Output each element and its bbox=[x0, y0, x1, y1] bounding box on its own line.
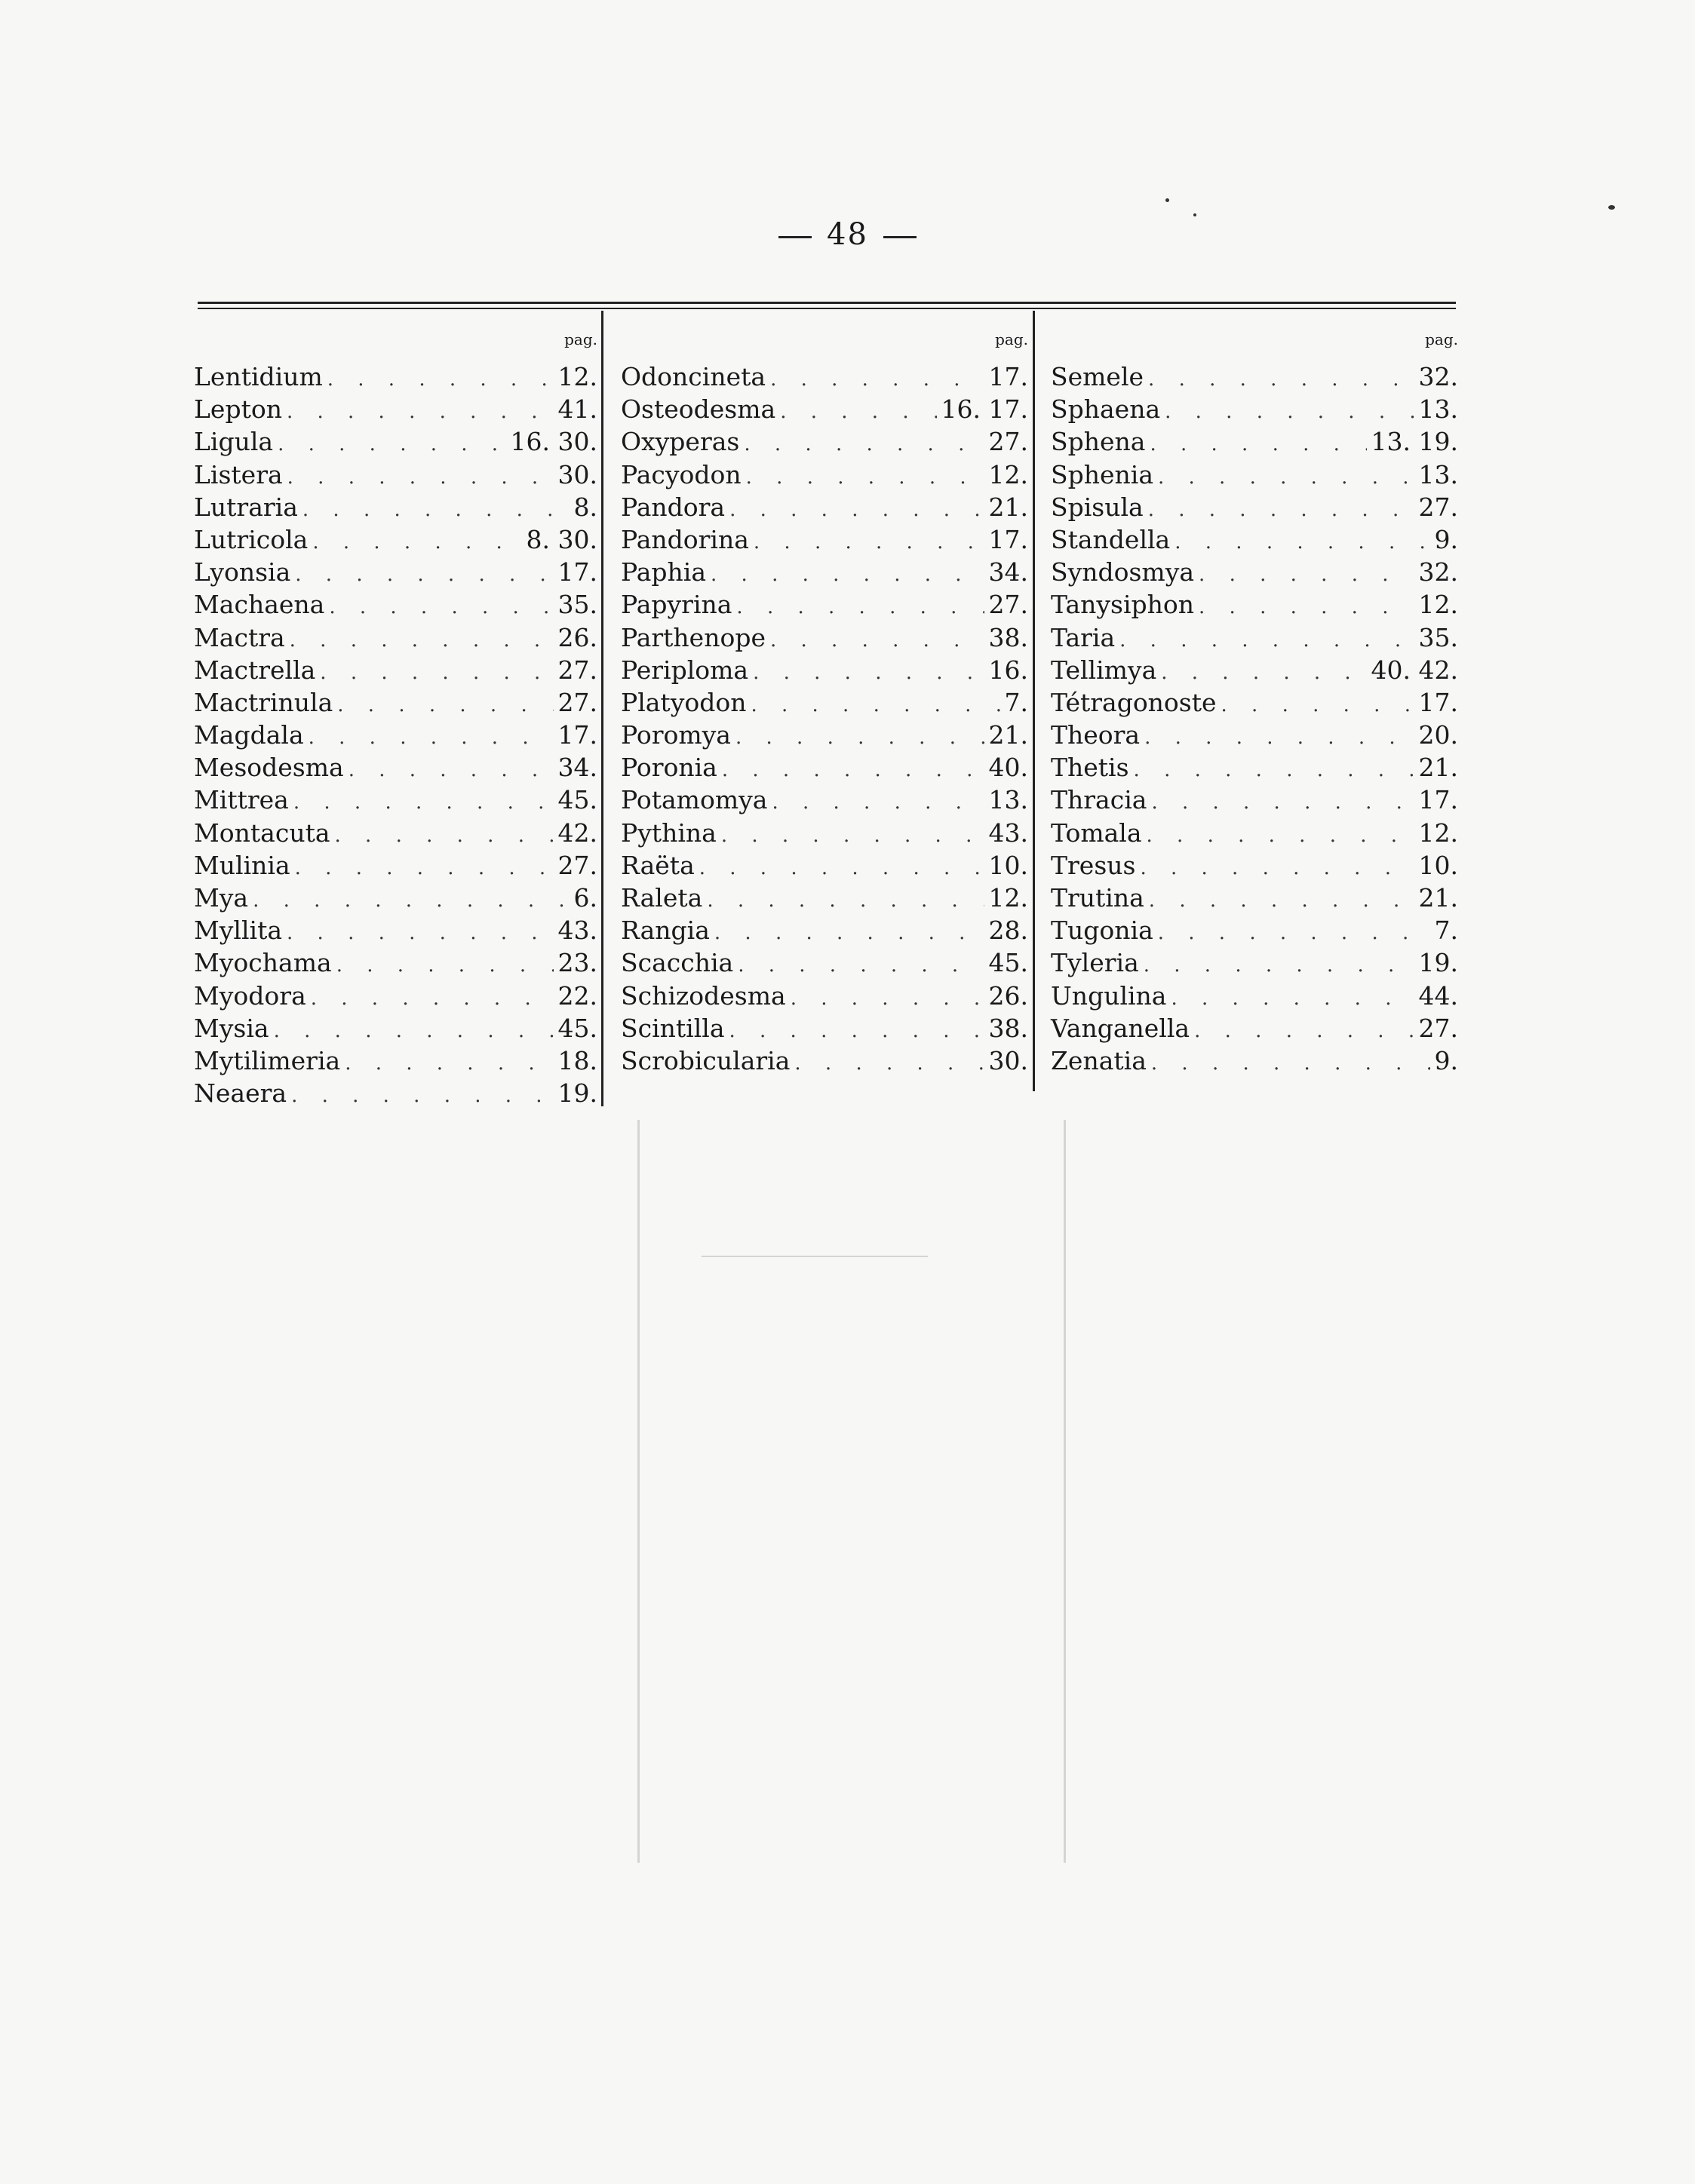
index-entry bbox=[1051, 360, 1458, 393]
dot-leader bbox=[1171, 983, 1414, 1015]
dot-leader bbox=[1165, 396, 1414, 428]
genus-name: Papyrina bbox=[621, 590, 732, 620]
column-divider-1 bbox=[601, 311, 603, 1106]
genus-name: Myochama bbox=[194, 948, 332, 978]
page-reference: 21. bbox=[1418, 883, 1458, 913]
pag-label: pag. bbox=[1425, 330, 1458, 348]
genus-name: Mesodesma bbox=[194, 753, 344, 783]
genus-name: Tugonia bbox=[1051, 916, 1153, 946]
index-entry bbox=[621, 914, 1028, 946]
index-entry bbox=[621, 654, 1028, 686]
dot-leader bbox=[327, 363, 554, 396]
dot-leader bbox=[309, 722, 554, 754]
genus-name: Spisula bbox=[1051, 492, 1144, 522]
page-reference: 26. bbox=[557, 622, 597, 652]
dot-leader bbox=[329, 591, 553, 624]
genus-name: Pandora bbox=[621, 492, 726, 522]
dot-leader bbox=[1140, 852, 1414, 885]
index-entry bbox=[194, 1012, 597, 1044]
genus-name: Scacchia bbox=[621, 948, 734, 978]
page-reference: 17. bbox=[1418, 687, 1458, 717]
page-reference: 34. bbox=[557, 753, 597, 783]
genus-name: Pacyodon bbox=[621, 459, 742, 489]
genus-name: Scintilla bbox=[621, 1013, 725, 1043]
ink-speck bbox=[1193, 213, 1196, 216]
index-entry bbox=[194, 491, 597, 523]
index-entry bbox=[194, 425, 597, 458]
dot-leader bbox=[1148, 363, 1414, 396]
index-entry bbox=[1051, 1044, 1458, 1077]
entry-list bbox=[1051, 360, 1458, 1077]
index-entry bbox=[194, 914, 597, 946]
dot-leader bbox=[714, 917, 984, 949]
dot-leader bbox=[311, 983, 554, 1015]
index-entry bbox=[1051, 556, 1458, 588]
page-reference: 42. bbox=[557, 817, 597, 848]
index-entry bbox=[621, 360, 1028, 393]
dot-leader bbox=[1158, 462, 1414, 494]
index-entry bbox=[621, 817, 1028, 849]
page-reference: 35. bbox=[557, 590, 597, 620]
genus-name: Oxyperas bbox=[621, 427, 740, 457]
page-reference: 22. bbox=[557, 980, 597, 1011]
dot-leader bbox=[1119, 624, 1414, 657]
genus-name: Mya bbox=[194, 883, 249, 913]
genus-name: Neaera bbox=[194, 1078, 287, 1109]
dot-leader bbox=[735, 722, 984, 754]
page-reference: 32. bbox=[1418, 557, 1458, 587]
dot-leader bbox=[1161, 657, 1366, 689]
dot-leader bbox=[287, 462, 554, 494]
index-entry bbox=[1051, 523, 1458, 556]
index-entry bbox=[621, 686, 1028, 719]
genus-name: Tétragonoste bbox=[1051, 687, 1217, 717]
bleed-through-rule bbox=[1064, 1120, 1066, 1863]
page-reference: 21. bbox=[988, 720, 1028, 750]
dot-leader bbox=[1147, 820, 1414, 852]
genus-name: Syndosmya bbox=[1051, 557, 1195, 587]
dot-leader bbox=[721, 820, 984, 852]
genus-name: Thracia bbox=[1051, 785, 1147, 815]
genus-name: Listera bbox=[194, 459, 283, 489]
dot-leader bbox=[722, 754, 984, 787]
page-reference: 27. bbox=[1418, 1013, 1458, 1043]
dot-leader bbox=[320, 657, 553, 689]
index-entry bbox=[194, 588, 597, 621]
index-entry bbox=[1051, 491, 1458, 523]
dot-leader bbox=[295, 852, 554, 885]
page-reference: 16. 17. bbox=[941, 394, 1028, 425]
page-reference: 10. bbox=[988, 850, 1028, 880]
index-entry bbox=[621, 556, 1028, 588]
genus-name: Poronia bbox=[621, 753, 717, 783]
page-reference: 30. bbox=[557, 459, 597, 489]
dot-leader bbox=[337, 689, 553, 722]
page-reference: 12. bbox=[557, 362, 597, 391]
index-entry bbox=[194, 556, 597, 588]
dot-leader bbox=[345, 1048, 553, 1080]
index-entry bbox=[1051, 980, 1458, 1012]
page-reference: 9. bbox=[1434, 524, 1458, 554]
genus-name: Taria bbox=[1051, 622, 1116, 652]
page-reference: 19. bbox=[1418, 948, 1458, 978]
page-reference: 9. bbox=[1434, 1045, 1458, 1075]
dot-leader bbox=[729, 494, 984, 526]
page-reference: 27. bbox=[988, 427, 1028, 457]
genus-name: Tresus bbox=[1051, 850, 1136, 880]
page-reference: 43. bbox=[988, 817, 1028, 848]
index-entry bbox=[194, 523, 597, 556]
index-entry bbox=[1051, 719, 1458, 751]
page-reference: 45. bbox=[557, 785, 597, 815]
page-reference: 26. bbox=[988, 980, 1028, 1011]
index-entry bbox=[194, 621, 597, 654]
genus-name: Mittrea bbox=[194, 785, 289, 815]
dot-leader bbox=[1149, 885, 1414, 917]
dot-leader bbox=[293, 787, 554, 819]
index-entry bbox=[621, 946, 1028, 979]
page-reference: 8. bbox=[573, 492, 597, 522]
entry-list bbox=[621, 360, 1028, 1077]
genus-name: Mysia bbox=[194, 1013, 269, 1043]
page-reference: 13. bbox=[1418, 394, 1458, 425]
index-entry bbox=[1051, 817, 1458, 849]
page-reference: 27. bbox=[557, 687, 597, 717]
genus-name: Myodora bbox=[194, 980, 306, 1011]
page-reference: 10. bbox=[1418, 850, 1458, 880]
index-entry bbox=[194, 459, 597, 491]
dot-leader bbox=[738, 949, 984, 982]
dot-leader bbox=[295, 559, 553, 591]
genus-name: Vanganella bbox=[1051, 1013, 1190, 1043]
dot-leader bbox=[335, 820, 554, 852]
genus-name: Sphaena bbox=[1051, 394, 1161, 425]
index-entry bbox=[1051, 588, 1458, 621]
pag-label: pag. bbox=[564, 330, 597, 348]
page-reference: 17. bbox=[557, 557, 597, 587]
page-reference: 13. bbox=[988, 785, 1028, 815]
genus-name: Lyonsia bbox=[194, 557, 291, 587]
index-entry bbox=[1051, 914, 1458, 946]
page-reference: 18. bbox=[557, 1045, 597, 1075]
dot-leader bbox=[744, 428, 984, 461]
index-entry bbox=[194, 719, 597, 751]
genus-name: Semele bbox=[1051, 362, 1144, 391]
index-entry bbox=[194, 751, 597, 784]
index-entry bbox=[194, 654, 597, 686]
genus-name: Zenatia bbox=[1051, 1045, 1147, 1075]
page-number-text: 48 bbox=[827, 217, 868, 252]
dot-leader bbox=[1151, 1048, 1430, 1080]
page-reference: 27. bbox=[988, 590, 1028, 620]
page-reference: 17. bbox=[1418, 785, 1458, 815]
ink-speck bbox=[1608, 205, 1615, 210]
index-entry bbox=[1051, 1012, 1458, 1044]
index-entry bbox=[1051, 946, 1458, 979]
ink-speck bbox=[1165, 198, 1169, 202]
dot-leader bbox=[1175, 526, 1429, 559]
genus-name: Pandorina bbox=[621, 524, 749, 554]
page-reference: 21. bbox=[988, 492, 1028, 522]
page-reference: 12. bbox=[988, 459, 1028, 489]
index-entry bbox=[621, 849, 1028, 882]
genus-name: Paphia bbox=[621, 557, 707, 587]
genus-name: Tyleria bbox=[1051, 948, 1139, 978]
index-entry bbox=[1051, 686, 1458, 719]
page-reference: 44. bbox=[1418, 980, 1458, 1011]
page-reference: 23. bbox=[557, 948, 597, 978]
page-reference: 17. bbox=[557, 720, 597, 750]
page-reference: 40. bbox=[988, 753, 1028, 783]
top-rule bbox=[198, 302, 1456, 304]
genus-name: Tanysiphon bbox=[1051, 590, 1195, 620]
genus-name: Montacuta bbox=[194, 817, 330, 848]
genus-name: Machaena bbox=[194, 590, 325, 620]
dot-leader bbox=[349, 754, 554, 787]
entry-list bbox=[194, 360, 597, 1109]
page-reference: 38. bbox=[988, 622, 1028, 652]
genus-name: Lentidium bbox=[194, 362, 323, 391]
genus-name: Poromya bbox=[621, 720, 731, 750]
genus-name: Trutina bbox=[1051, 883, 1144, 913]
genus-name: Thetis bbox=[1051, 753, 1129, 783]
page-reference: 21. bbox=[1418, 753, 1458, 783]
dot-leader bbox=[794, 1048, 984, 1080]
page-reference: 7. bbox=[1004, 687, 1028, 717]
genus-name: Pythina bbox=[621, 817, 717, 848]
index-entry bbox=[194, 393, 597, 425]
dot-leader bbox=[711, 559, 984, 591]
index-entry bbox=[194, 946, 597, 979]
genus-name: Raleta bbox=[621, 883, 703, 913]
dot-leader bbox=[770, 363, 984, 396]
index-entry bbox=[1051, 425, 1458, 458]
index-entry bbox=[194, 784, 597, 816]
dot-leader bbox=[1148, 494, 1414, 526]
index-entry bbox=[621, 588, 1028, 621]
page-reference: 17. bbox=[988, 362, 1028, 391]
page-reference: 12. bbox=[1418, 590, 1458, 620]
index-entry bbox=[1051, 751, 1458, 784]
genus-name: Magdala bbox=[194, 720, 304, 750]
dot-leader bbox=[751, 689, 999, 722]
genus-name: Myllita bbox=[194, 916, 283, 946]
page-reference: 27. bbox=[557, 850, 597, 880]
dot-leader bbox=[290, 624, 554, 657]
page-number bbox=[0, 217, 1695, 252]
dot-leader bbox=[291, 1080, 553, 1112]
index-entry bbox=[621, 393, 1028, 425]
genus-name: Parthenope bbox=[621, 622, 766, 652]
dot-leader bbox=[253, 885, 569, 917]
dot-leader bbox=[1144, 722, 1414, 754]
genus-name: Sphena bbox=[1051, 427, 1146, 457]
genus-name: Tellimya bbox=[1051, 655, 1157, 685]
genus-name: Potamomya bbox=[621, 785, 768, 815]
dot-leader bbox=[754, 526, 984, 559]
index-entry bbox=[194, 1044, 597, 1077]
genus-name: Mulinia bbox=[194, 850, 290, 880]
index-entry bbox=[194, 849, 597, 882]
index-entry bbox=[1051, 621, 1458, 654]
dot-leader bbox=[1199, 591, 1414, 624]
genus-name: Lutraria bbox=[194, 492, 298, 522]
index-entry bbox=[621, 425, 1028, 458]
genus-name: Tomala bbox=[1051, 817, 1142, 848]
genus-name: Raëta bbox=[621, 850, 695, 880]
index-entry bbox=[621, 784, 1028, 816]
genus-name: Lutricola bbox=[194, 524, 309, 554]
page-reference: 6. bbox=[573, 883, 597, 913]
page-reference: 27. bbox=[557, 655, 597, 685]
page-reference: 12. bbox=[1418, 817, 1458, 848]
dot-leader bbox=[274, 1015, 554, 1048]
page-reference: 8. 30. bbox=[526, 524, 597, 554]
dot-leader bbox=[753, 657, 984, 689]
page-reference: 40. 42. bbox=[1371, 655, 1458, 685]
dot-leader bbox=[336, 949, 554, 982]
dash-right bbox=[883, 236, 917, 238]
page-reference: 34. bbox=[988, 557, 1028, 587]
page-reference: 27. bbox=[1418, 492, 1458, 522]
genus-name: Ligula bbox=[194, 427, 274, 457]
genus-name: Ungulina bbox=[1051, 980, 1167, 1011]
dot-leader bbox=[729, 1015, 984, 1048]
page-reference: 13. 19. bbox=[1371, 427, 1458, 457]
genus-name: Schizodesma bbox=[621, 980, 786, 1011]
page-reference: 30. bbox=[988, 1045, 1028, 1075]
index-entry bbox=[194, 360, 597, 393]
page-reference: 35. bbox=[1418, 622, 1458, 652]
genus-name: Osteodesma bbox=[621, 394, 776, 425]
dot-leader bbox=[302, 494, 570, 526]
index-entry bbox=[1051, 784, 1458, 816]
page-reference: 45. bbox=[988, 948, 1028, 978]
page-reference: 28. bbox=[988, 916, 1028, 946]
dot-leader bbox=[1150, 428, 1366, 461]
index-entry bbox=[621, 751, 1028, 784]
dot-leader bbox=[770, 624, 984, 657]
dot-leader bbox=[1199, 559, 1414, 591]
index-entry bbox=[621, 980, 1028, 1012]
genus-name: Platyodon bbox=[621, 687, 747, 717]
genus-name: Rangia bbox=[621, 916, 710, 946]
genus-name: Scrobicularia bbox=[621, 1045, 791, 1075]
page-reference: 41. bbox=[557, 394, 597, 425]
top-rule-thin bbox=[198, 308, 1456, 309]
dot-leader bbox=[1134, 754, 1414, 787]
genus-name: Periploma bbox=[621, 655, 749, 685]
dot-leader bbox=[1221, 689, 1414, 722]
index-entry bbox=[1051, 459, 1458, 491]
page-reference: 7. bbox=[1434, 916, 1458, 946]
index-entry bbox=[621, 1044, 1028, 1077]
page-reference: 17. bbox=[988, 524, 1028, 554]
dot-leader bbox=[736, 591, 984, 624]
dot-leader bbox=[791, 983, 984, 1015]
dot-leader bbox=[287, 396, 554, 428]
genus-name: Odoncineta bbox=[621, 362, 766, 391]
dot-leader bbox=[746, 462, 984, 494]
index-entry bbox=[621, 459, 1028, 491]
bleed-through-rule bbox=[637, 1120, 640, 1863]
index-entry bbox=[194, 882, 597, 914]
genus-name: Mactrinula bbox=[194, 687, 333, 717]
page-reference: 12. bbox=[988, 883, 1028, 913]
genus-name: Mytilimeria bbox=[194, 1045, 341, 1075]
page-reference: 13. bbox=[1418, 459, 1458, 489]
genus-name: Mactra bbox=[194, 622, 285, 652]
genus-name: Mactrella bbox=[194, 655, 316, 685]
genus-name: Lepton bbox=[194, 394, 282, 425]
index-entry bbox=[194, 686, 597, 719]
page-reference: 19. bbox=[557, 1078, 597, 1109]
index-entry bbox=[194, 817, 597, 849]
dot-leader bbox=[278, 428, 505, 461]
page-reference: 16. bbox=[988, 655, 1028, 685]
dot-leader bbox=[772, 787, 984, 819]
pag-label: pag. bbox=[995, 330, 1028, 348]
dot-leader bbox=[312, 526, 521, 559]
dot-leader bbox=[287, 917, 553, 949]
index-entry bbox=[1051, 882, 1458, 914]
dot-leader bbox=[699, 852, 984, 885]
index-entry bbox=[194, 980, 597, 1012]
bleed-through-rule bbox=[702, 1256, 928, 1257]
index-entry bbox=[621, 523, 1028, 556]
index-entry bbox=[1051, 849, 1458, 882]
page-reference: 32. bbox=[1418, 362, 1458, 391]
dot-leader bbox=[780, 396, 936, 428]
index-entry bbox=[1051, 654, 1458, 686]
page-reference: 16. 30. bbox=[510, 427, 597, 457]
dot-leader bbox=[1144, 949, 1414, 982]
index-entry bbox=[621, 1012, 1028, 1044]
genus-name: Standella bbox=[1051, 524, 1171, 554]
page-reference: 45. bbox=[557, 1013, 597, 1043]
page-reference: 43. bbox=[557, 916, 597, 946]
index-entry bbox=[621, 491, 1028, 523]
column-divider-2 bbox=[1033, 311, 1035, 1091]
index-entry bbox=[194, 1077, 597, 1109]
index-entry bbox=[621, 621, 1028, 654]
page-reference: 20. bbox=[1418, 720, 1458, 750]
dot-leader bbox=[1194, 1015, 1414, 1048]
index-entry bbox=[621, 719, 1028, 751]
index-entry bbox=[621, 882, 1028, 914]
dot-leader bbox=[1158, 917, 1430, 949]
dot-leader bbox=[707, 885, 984, 917]
page-reference: 38. bbox=[988, 1013, 1028, 1043]
genus-name: Sphenia bbox=[1051, 459, 1153, 489]
dash-left bbox=[778, 236, 812, 238]
dot-leader bbox=[1151, 787, 1414, 819]
genus-name: Theora bbox=[1051, 720, 1141, 750]
index-entry bbox=[1051, 393, 1458, 425]
